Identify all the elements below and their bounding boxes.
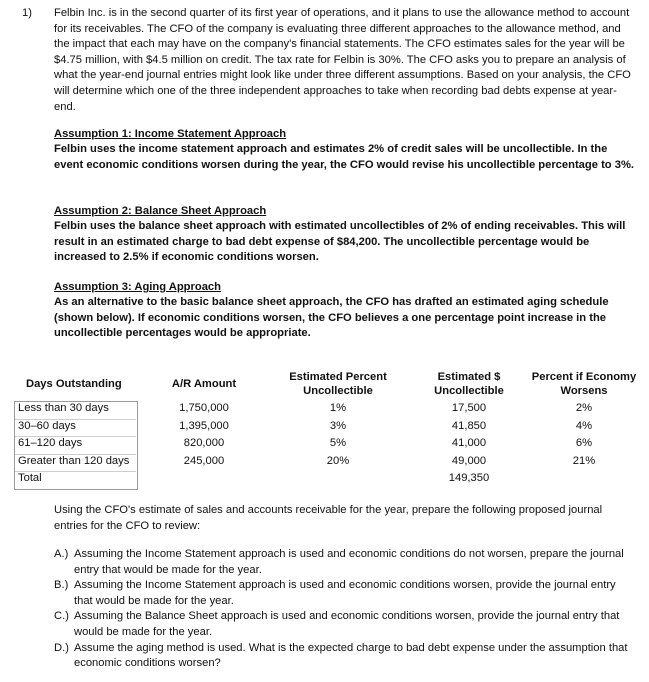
task-text: Assuming the Income Statement approach is used and economic conditions worsen, provide the journal entry that would be made for the year.: [74, 579, 616, 607]
table-row: [16, 435, 638, 453]
cell-total-label: Total: [18, 472, 42, 485]
question-intro: Felbin Inc. is in the second quarter of its first year of operations, and it plans to use the allowance method to account for its receivables. The CFO of the company is evaluating three different approaches to the allowance method, and the impact that each may have on the company's financial statements. The CFO estimates sales for the year will be $4.75 million, with $4.5 million on credit. The tax rate for Felbin is 30%. The CFO asks you to prepare an analysis of what the year-end journal entries might look like under three different assumptions. Based on your analysis, the CFO will determine which one of the three independent approaches to take when recording bad debts expense at year-end.: [54, 7, 631, 113]
assumption-2-body: Felbin uses the balance sheet approach with estimated uncollectibles of 2% of ending receivables. This will result in an estimated charge to bad debt expense of $84,200. The uncollectible percentage would be increased to 2.5% if economic conditions worsen.: [54, 220, 626, 264]
header-percent-if-worsens: Percent if Economy Worsens: [531, 371, 637, 397]
task-text: Assume the aging method is used. What is the expected charge to bad debt expense under the assumption that economic conditions worsen?: [74, 641, 628, 670]
cell-worsen-percent: 6%: [575, 437, 593, 450]
table-row: [16, 453, 638, 471]
task-text: Assuming the Income Statement approach is used and economic conditions do not worsen, prepare the journal entry that would be made for the year.: [74, 548, 624, 576]
task-list: [54, 547, 636, 672]
assumption-2-title: Assumption 2: Balance Sheet Approach: [54, 205, 267, 217]
cell-days: 30–60 days: [18, 419, 76, 432]
cell-worsen-percent: [530, 470, 638, 488]
cell-worsen-percent: 2%: [575, 402, 593, 414]
assumption-1-body: Felbin uses the income statement approach and estimates 2% of credit sales will be uncollectible. In the event economic conditions worsen during the year, the CFO would revise his uncollectible percentage to 3%.: [54, 143, 635, 171]
cell-est-percent: 1%: [329, 402, 347, 414]
cell-est-dollars: 41,850: [451, 419, 487, 432]
cell-est-dollars: 41,000: [451, 437, 487, 450]
header-days-outstanding: Days Outstanding: [26, 378, 122, 390]
cell-ar-amount: 1,395,000: [179, 419, 229, 432]
assumption-1: [54, 127, 638, 173]
task-label: D.): [54, 641, 69, 654]
header-estimated-percent: Estimated Percent Uncollectible: [289, 371, 387, 397]
cell-ar-amount: 1,750,000: [179, 402, 229, 414]
cell-est-dollars: 17,500: [451, 402, 487, 414]
table-row: [16, 418, 638, 436]
table-header-row: [16, 368, 638, 400]
cell-days: 61–120 days: [18, 437, 83, 450]
task-text: Assuming the Balance Sheet approach is used and economic conditions worsen, provide the journal entry that would be made for the year.: [74, 610, 620, 638]
task-item-c: [54, 609, 636, 640]
cell-days: Greater than 120 days: [18, 454, 130, 467]
cell-total-est-dollars: 149,350: [448, 472, 490, 485]
table-total-row: [16, 470, 638, 488]
cell-ar-amount: 820,000: [183, 437, 225, 450]
cell-est-percent: [268, 470, 408, 488]
assumption-3-title: Assumption 3: Aging Approach: [54, 281, 221, 293]
cell-ar-amount: [140, 470, 268, 488]
aging-schedule-table: [16, 368, 638, 488]
instructions-prompt: Using the CFO's estimate of sales and accounts receivable for the year, prepare the following proposed journal entries for the CFO to review:: [54, 504, 603, 532]
assumption-3-body: As an alternative to the basic balance sheet approach, the CFO has drafted an estimated aging schedule (shown below). If economic conditions worsen, the CFO believes a one percentage point increase in the uncollectible percentages would be appropriate.: [54, 296, 609, 340]
table-row: [16, 400, 638, 418]
task-label: A.): [54, 548, 69, 560]
task-label: C.): [54, 610, 69, 623]
header-ar-amount: A/R Amount: [171, 378, 237, 390]
cell-est-percent: 3%: [329, 419, 347, 432]
cell-est-percent: 20%: [326, 454, 350, 467]
task-item-b: [54, 578, 636, 609]
question-number: 1): [22, 7, 32, 19]
cell-worsen-percent: 4%: [575, 419, 593, 432]
assumption-3: [54, 280, 638, 342]
task-item-d: [54, 641, 636, 672]
header-estimated-dollars: Estimated $ Uncollectible: [434, 371, 504, 397]
cell-est-percent: 5%: [329, 437, 347, 450]
cell-ar-amount: 245,000: [183, 454, 225, 467]
cell-est-dollars: 49,000: [451, 454, 487, 467]
assumption-2: [54, 204, 638, 266]
task-item-a: [54, 547, 636, 578]
cell-worsen-percent: 21%: [572, 454, 596, 467]
task-label: B.): [54, 579, 69, 592]
assumption-1-title: Assumption 1: Income Statement Approach: [54, 128, 287, 140]
cell-days: Less than 30 days: [18, 402, 109, 414]
